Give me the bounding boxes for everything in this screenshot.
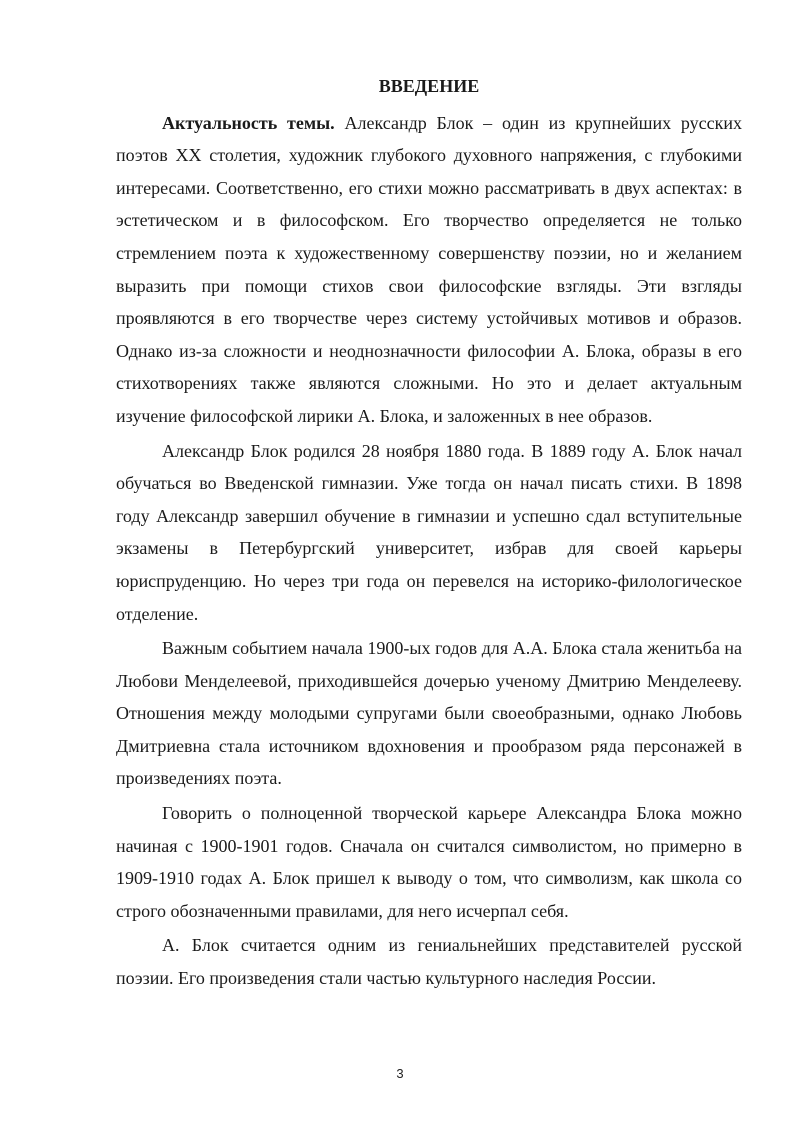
paragraph-text: Александр Блок – один из крупнейших русских поэтов XX столетия, художник глубокого духовного напряжения, с глубокими интересами. Соответственно, его стихи можно рассматривать в двух аспектах: в эстетическом и в философском. Его творчество определяется не только стремлением поэта к художественному совершенству поэзии, но и желанием выразить при помощи стихов свои философские взгляды. Эти взгляды проявляются в его творчестве через систему устойчивых мотивов и образов. Однако из-за сложности и неоднозначности философии А. Блока, образы в его стихотворениях также являются сложными. Но это и делает актуальным изучение философской лирики А. Блока, и заложенных в нее образов. — [116, 112, 742, 426]
paragraph-biography: Александр Блок родился 28 ноября 1880 года. В 1889 году А. Блок начал обучаться во Введенской гимназии. Уже тогда он начал писать стихи. В 1898 году Александр завершил обучение в гимназии и успешно сдал вступительные экзамены в Петербургский университет, избрав для своей карьеры юриспруденцию. Но через три года он перевелся на историко-филологическое отделение. — [116, 440, 742, 624]
paragraph-lead: Актуальность темы. — [162, 112, 335, 133]
paragraph-career: Говорить о полноценной творческой карьере Александра Блока можно начиная с 1900-1901 годов. Сначала он считался символистом, но примерно в 1909-1910 годах А. Блок пришел к выводу о том, что символизм, как школа со строго обозначенными правилами, для него исчерпал себя. — [116, 803, 742, 921]
section-heading: ВВЕДЕНИЕ — [378, 76, 480, 96]
page-number: 3 — [396, 1066, 404, 1081]
paragraph-relevance — [116, 107, 742, 433]
paragraph-marriage: Важным событием начала 1900-ых годов для А.А. Блока стала женитьба на Любови Менделеевой, приходившейся дочерью ученому Дмитрию Менделееву. Отношения между молодыми супругами были своеобразными, однако Любовь Дмитриевна стала источником вдохновения и прообразом ряда персонажей в произведениях поэта. — [116, 638, 742, 789]
page-content — [116, 70, 742, 997]
paragraph-legacy: А. Блок считается одним из гениальнейших представителей русской поэзии. Его произведения стали частью культурного наследия России. — [116, 935, 742, 989]
